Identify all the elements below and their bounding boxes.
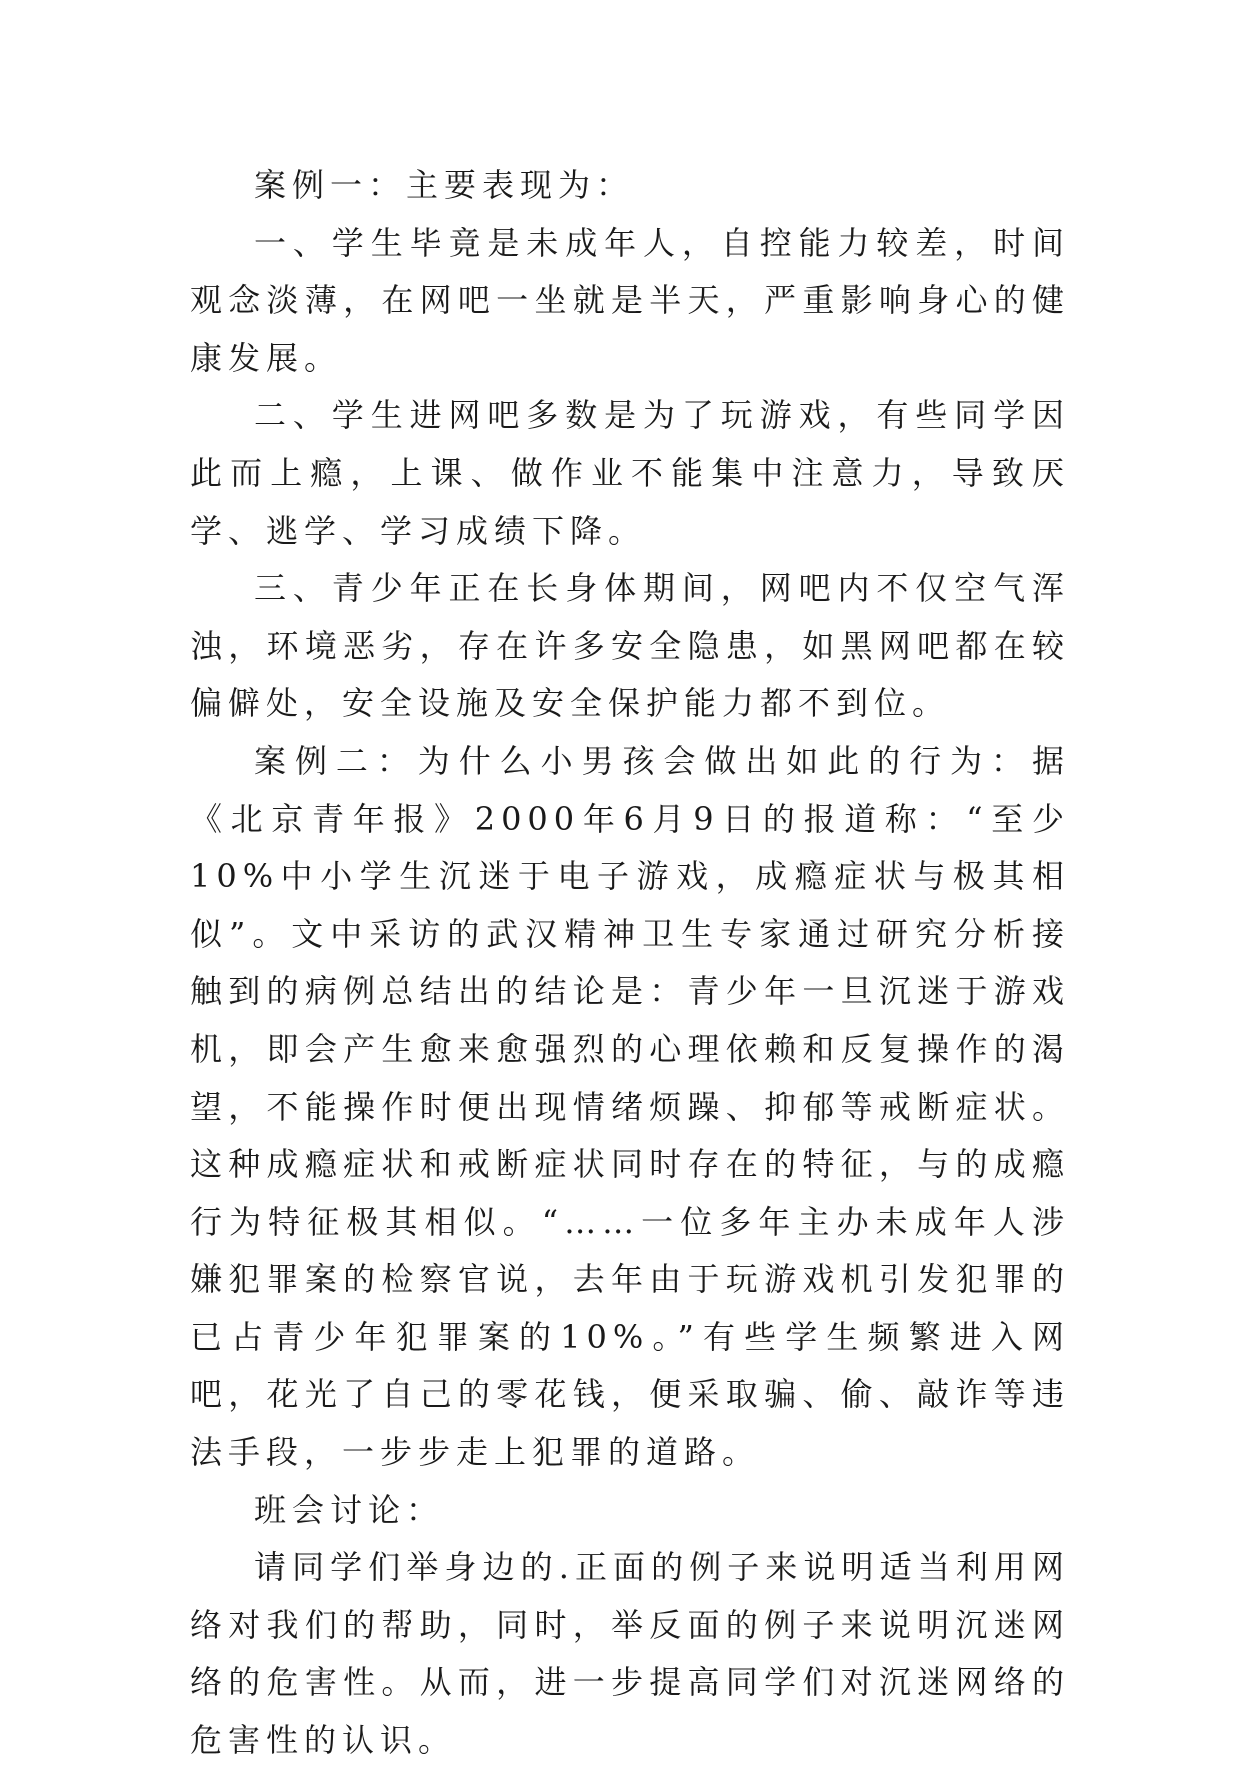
- case-one-point-one: 一、学生毕竟是未成年人，自控能力较差，时间观念淡薄，在网吧一坐就是半天，严重影响身心的健康发展。: [190, 223, 1070, 377]
- class-discussion-paragraph: 请同学们举身边的.正面的例子来说明适当利用网络对我们的帮助，同时，举反面的例子来说明沉迷网络的危害性。从而，进一步提高同学们对沉迷网络的危害性的认识。: [190, 1548, 1070, 1760]
- case-one-heading: 案例一：主要表现为：: [254, 166, 635, 204]
- class-discussion-heading: 班会讨论：: [254, 1490, 445, 1529]
- document-page: [190, 157, 1070, 1770]
- case-one-point-three: 三、青少年正在长身体期间，网吧内不仅空气浑浊，环境恶劣，存在许多安全隐患，如黑网吧都在较偏僻处，安全设施及安全保护能力都不到位。: [190, 569, 1070, 723]
- case-one-point-two: 二、学生进网吧多数是为了玩游戏，有些同学因此而上瘾，上课、做作业不能集中注意力，导致厌学、逃学、学习成绩下降。: [190, 396, 1070, 550]
- case-two-paragraph: 案例二：为什么小男孩会做出如此的行为：据《北京青年报》2000年6月9日的报道称：“至少10%中小学生沉迷于电子游戏，成瘾症状与极其相似”。文中采访的武汉精神卫生专家通过研究分析接触到的病例总结出的结论是：青少年一旦沉迷于游戏机，即会产生愈来愈强烈的心理依赖和反复操作的渴望，不能操作时便出现情绪烦躁、抑郁等戒断症状。这种成瘾症状和戒断症状同时存在的特征，与的成瘾行为特征极其相似。“……一位多年主办未成年人涉嫌犯罪案的检察官说，去年由于玩游戏机引发犯罪的已占青少年犯罪案的10%。”有些学生频繁进入网吧，花光了自己的零花钱，便采取骗、偷、敲诈等违法手段，一步步走上犯罪的道路。: [190, 741, 1070, 1472]
